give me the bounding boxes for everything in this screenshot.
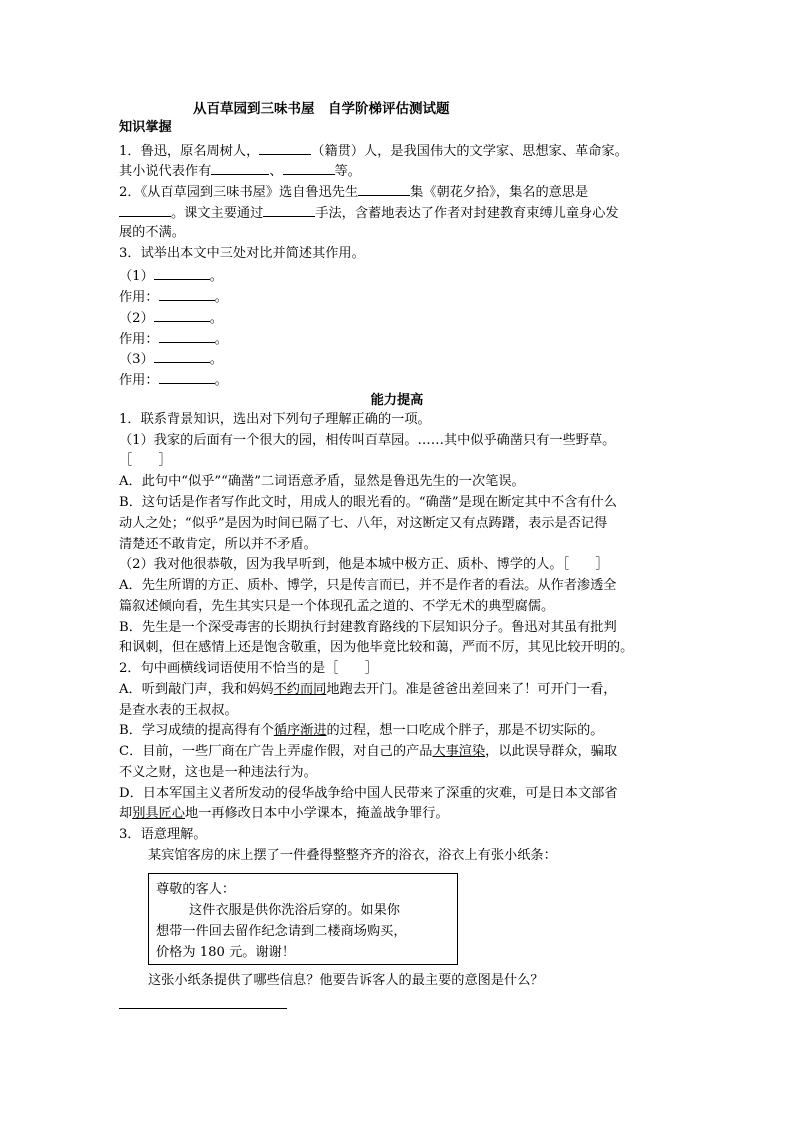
option-b-line-2: 和讽刺，但在感情上还是饱含敬重，因为他毕竟比较和蔼，严而不厉，其见比较开明的。 (119, 640, 634, 655)
option-b-line-3: 清楚还不敢肯定，所以并不矛盾。 (119, 537, 317, 552)
note-greeting: 尊敬的客人： (156, 882, 236, 897)
question-2-line-3: 展的不满。 (119, 225, 185, 240)
note-line-2: 想带一件回去留作纪念请到二楼商场购买， (156, 924, 407, 939)
footnote-divider (119, 1008, 287, 1009)
answer-blank[interactable] (263, 202, 315, 217)
option-b-line-1: B．这句话是作者写作此文时，用成人的眼光看的。“确凿”是现在断定其中不含有什么 (119, 495, 617, 510)
option-a-line-2: 是查水表的王叔叔。 (119, 703, 238, 718)
answer-blank[interactable] (159, 328, 215, 343)
ability-q2: 2．句中画横线词语使用不恰当的是［ ］ (119, 661, 378, 676)
question-1-line-2: 其小说代表作有 、 等。 (119, 160, 361, 182)
option-d-line-1: D．日本军国主义者所发动的侵华战争给中国人民带来了深重的灾难，可是日本文部省 (119, 786, 618, 801)
option-a: A．此句中“似乎”“确凿”二词语意矛盾，显然是鲁迅先生的一次笔误。 (119, 474, 525, 489)
contrast-item-1: （1） 。 (119, 265, 223, 287)
underlined-term: 循序渐进 (273, 723, 327, 738)
underlined-term: 别具匠心 (132, 806, 185, 821)
underlined-term: 大事渲染 (432, 744, 486, 759)
answer-blank[interactable] (211, 160, 269, 175)
contrast-item-3: （3） 。 (119, 348, 223, 370)
paper-note-box (148, 873, 458, 965)
ability-q3-question: 这张小纸条提供了哪些信息？他要告诉客人的最主要的意图是什么？ (148, 973, 544, 988)
answer-blank[interactable] (154, 307, 210, 322)
answer-blank[interactable] (259, 140, 311, 155)
effect-item-3: 作用： 。 (119, 369, 228, 391)
effect-item-1: 作用： 。 (119, 286, 228, 308)
underlined-term: 不约而同 (273, 682, 327, 697)
note-line-3: 价格为 180 元。谢谢！ (156, 945, 296, 960)
answer-blank[interactable] (283, 160, 335, 175)
answer-blank[interactable] (119, 202, 171, 217)
page-title: 从百草园到三味书屋 自学阶梯评估测试题 (193, 101, 450, 117)
option-c-line-1: C．目前，一些厂商在广告上弄虚作假，对自己的产品大事渲染，以此误导群众，骗取 (119, 744, 618, 759)
question-2-line-1: 2．《从百草园到三味书屋》选自鲁迅先生 集《朝花夕拾》，集名的意思是 (119, 181, 588, 203)
option-d-line-2: 却别具匠心地一再修改日本中小学课本，掩盖战争罪行。 (119, 806, 449, 821)
note-line-1: 这件衣服是供你洗浴后穿的。如果你 (189, 903, 400, 918)
ability-q1-sub1: （1）我家的后面有一个很大的园，相传叫百草园。……其中似乎确凿只有一些野草。 (119, 433, 616, 448)
contrast-item-2: （2） 。 (119, 307, 223, 329)
answer-blank[interactable] (159, 286, 215, 301)
ability-q1: 1．联系背景知识，选出对下列句子理解正确的一项。 (119, 412, 431, 427)
question-3: 3．试举出本文中三处对比并简述其作用。 (119, 246, 365, 261)
option-a-line-1: A．听到敲门声，我和妈妈不约而同地跑去开门。准是爸爸出差回来了！可开门一看， (119, 682, 617, 697)
answer-blank[interactable] (154, 348, 210, 363)
option-b-line-2: 动人之处；“似乎”是因为时间已隔了七、八年，对这断定又有点踌躇，表示是否记得 (119, 516, 608, 531)
option-c-line-2: 不义之财，这也是一种违法行为。 (119, 765, 317, 780)
effect-item-2: 作用： 。 (119, 328, 228, 350)
question-1-line-1: 1．鲁迅，原名周树人， （籍贯）人，是我国伟大的文学家、思想家、革命家。 (119, 140, 628, 162)
option-b-line-1: B．先生是一个深受毒害的长期执行封建教育路线的下层知识分子。鲁迅对其虽有批判 (119, 620, 617, 635)
answer-blank[interactable] (358, 181, 410, 196)
answer-blank[interactable] (154, 265, 210, 280)
section-heading-ability: 能力提高 (370, 393, 424, 408)
option-a-line-2: 篇叙述倾向看，先生其实只是一个体现孔孟之道的、不学无术的典型腐儒。 (119, 599, 555, 614)
passage-intro: 某宾馆客房的床上摆了一件叠得整整齐齐的浴衣，浴衣上有张小纸条： (148, 848, 557, 863)
answer-blank[interactable] (159, 369, 215, 384)
option-a-line-1: A．先生所谓的方正、质朴、博学，只是传言而已，并不是作者的看法。从作者渗透全 (119, 578, 617, 593)
section-heading-knowledge: 知识掌握 (119, 120, 172, 135)
answer-bracket[interactable]: ［ ］ (119, 453, 172, 468)
option-b: B．学习成绩的提高得有个循序渐进的过程，想一口吃成个胖子，那是不切实际的。 (119, 723, 604, 738)
ability-q1-sub2: （2）我对他很恭敬，因为我早听到，他是本城中极方正、质朴、博学的人。［ ］ (119, 557, 609, 572)
ability-q3: 3．语意理解。 (119, 827, 207, 842)
question-2-line-2: 。课文主要通过 手法，含蓄地表达了作者对封建教育束缚儿童身心发 (119, 202, 619, 224)
